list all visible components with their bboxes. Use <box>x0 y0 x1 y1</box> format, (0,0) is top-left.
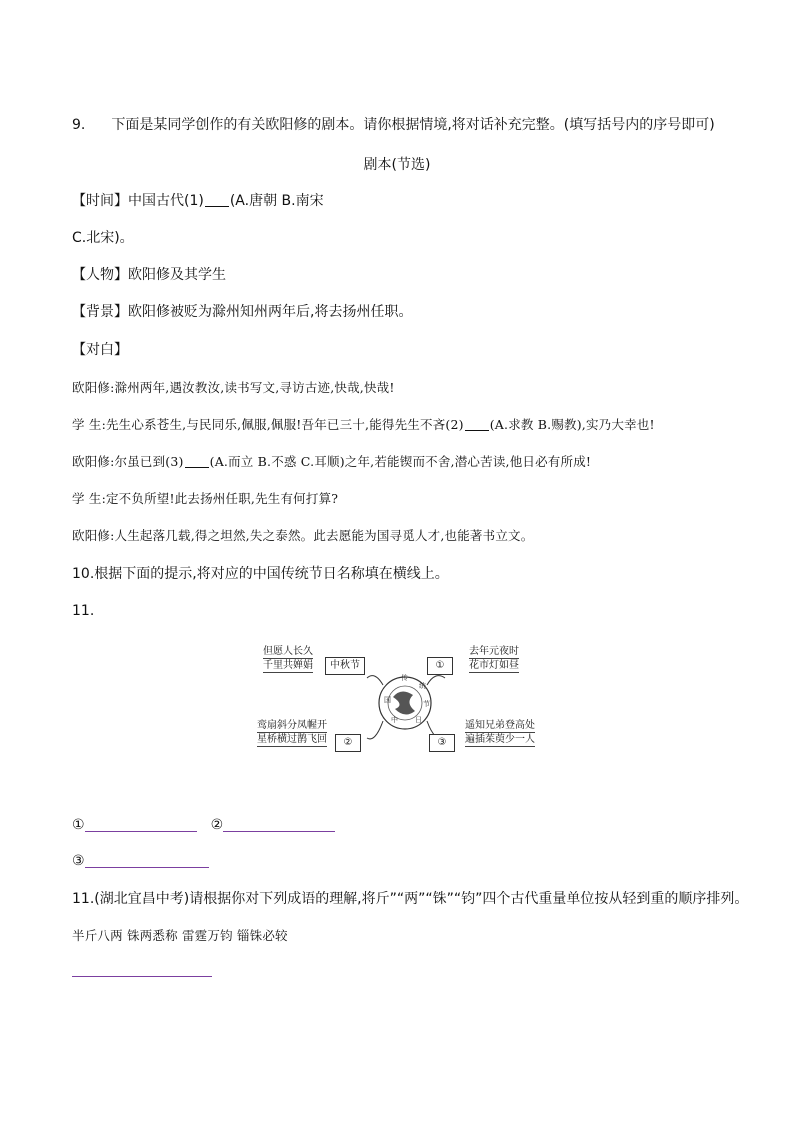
answer-row-1 <box>72 815 335 835</box>
center-char-1: 传 <box>401 674 408 682</box>
blank-box-1: ① <box>427 657 453 675</box>
blank-box-2: ② <box>335 734 361 752</box>
q9-time-line-cont: C.北宋)。 <box>72 230 134 246</box>
dialogue-line-3-a: 欧阳修:尔虽已到(3) <box>72 454 184 469</box>
center-char-5: 中 <box>391 716 398 724</box>
center-char-6: 国 <box>384 696 391 704</box>
q11-answer-row <box>72 960 212 980</box>
q10-stem: 10.根据下面的提示,将对应的中国传统节日名称填在横线上。 <box>72 566 449 582</box>
q9-background: 【背景】欧阳修被贬为滁州知州两年后,将去扬州任职。 <box>72 304 413 320</box>
tr-verse: 去年元夜时 花市灯如昼 <box>469 646 519 671</box>
dialogue-line-5: 欧阳修:人生起落几载,得之坦然,失之泰然。此去愿能为国寻觅人才,也能著书立文。 <box>72 528 534 543</box>
blank-2 <box>465 416 489 431</box>
dialogue-line-3 <box>72 452 591 472</box>
answer-line-1[interactable] <box>85 817 197 832</box>
answer-label-3: ③ <box>72 853 85 869</box>
blank-1 <box>205 192 229 207</box>
tl-verse: 但愿人长久 千里共婵娟 <box>263 646 313 671</box>
q10-sub-number: 11. <box>72 603 95 619</box>
blank-3 <box>185 453 209 468</box>
time-options: (A.唐朝 B.南宋 <box>229 193 324 209</box>
answer-row-2 <box>72 851 209 871</box>
answer-label-1: ① <box>72 817 85 833</box>
dialogue-line-3-b: (A.而立 B.不惑 C.耳顺)之年,若能锲而不舍,潜心苦读,他日必有所成! <box>209 454 592 469</box>
center-char-2: 统 <box>419 682 426 690</box>
q9-dialogue-head: 【对白】 <box>72 342 128 358</box>
q11-stem: 11.(湖北宜昌中考)请根据你对下列成语的理解,将斤”“两”“铢”“钧”四个古代重量单位按从轻到重的顺序排列。 <box>72 891 749 907</box>
mid-autumn-box: 中秋节 <box>325 657 365 675</box>
answer-line-3[interactable] <box>85 853 209 868</box>
center-char-4: 日 <box>415 716 422 724</box>
script-title: 剧本(节选) <box>363 157 431 173</box>
center-char-3: 节 <box>423 700 430 708</box>
dialogue-line-2-b: (A.求教 B.赐教),实乃大幸也! <box>489 417 655 432</box>
festival-mind-map <box>255 643 540 755</box>
q9-stem-text: 下面是某同学创作的有关欧阳修的剧本。请你根据情境,将对话补充完整。(填写括号内的序号即可) <box>111 117 715 133</box>
dialogue-line-2 <box>72 415 655 435</box>
br-verse: 遥知兄弟登高处 遍插茱萸少一人 <box>465 720 535 745</box>
answer-label-2: ② <box>210 817 224 833</box>
blank-box-3: ③ <box>429 734 455 752</box>
q11-answer-line[interactable] <box>72 962 212 977</box>
q11-idioms: 半斤八两 铢两悉称 雷霆万钧 锱铢必较 <box>72 928 288 943</box>
bl-verse: 鸾扇斜分凤幄开 星桥横过鹊飞回 <box>257 720 327 745</box>
dialogue-line-1: 欧阳修:滁州两年,遇汝教汝,读书写文,寻访古迹,快哉,快哉! <box>72 380 395 395</box>
time-label: 【时间】中国古代(1) <box>72 193 204 209</box>
q9-people: 【人物】欧阳修及其学生 <box>72 267 226 283</box>
dialogue-line-2-a: 学 生:先生心系苍生,与民同乐,佩服,佩服!吾年已三十,能得先生不吝(2) <box>72 417 464 432</box>
q9-number: 9. <box>72 117 86 133</box>
answer-line-2[interactable] <box>223 817 335 832</box>
q9-time-line <box>72 191 324 211</box>
q9-stem <box>72 115 715 135</box>
dialogue-line-4: 学 生:定不负所望!此去扬州任职,先生有何打算? <box>72 491 339 506</box>
